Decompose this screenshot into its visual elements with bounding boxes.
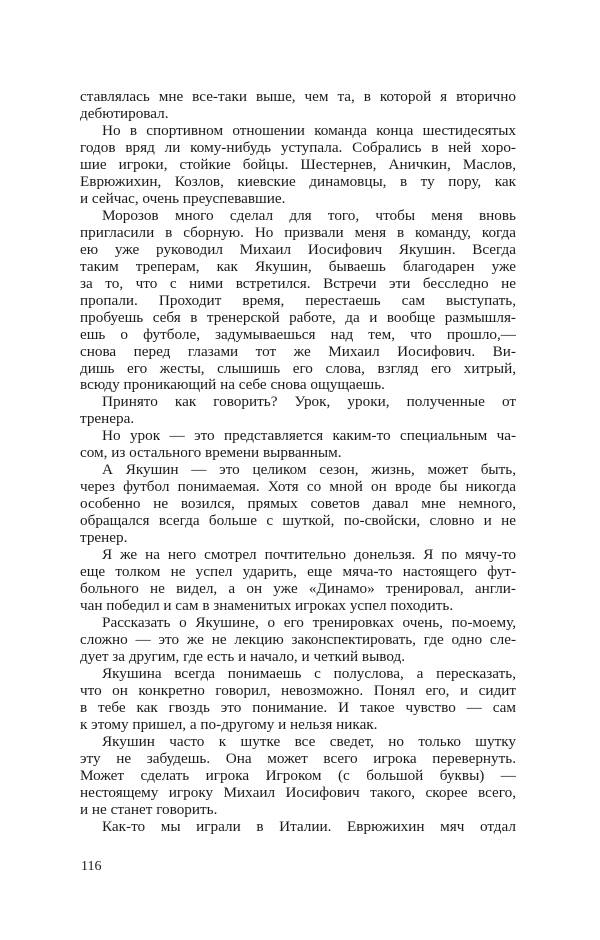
text-line: больного не видел, а он уже «Динамо» тренировал, англи- [80, 580, 516, 598]
page-number: 116 [81, 859, 102, 874]
text-line: Может сделать игрока Игроком (с большой буквы) — [80, 766, 516, 784]
text-line: снова перед глазами тот же Михаил Иосифович. Ви- [80, 342, 516, 360]
text-line: чан победил и сам в знаменитых игроках успел походить. [80, 597, 454, 615]
text-line: обращался всегда больше с шуткой, по-свойски, словно и не [80, 512, 516, 530]
paragraph-first-line: А Якушин — это целиком сезон, жизнь, может быть, [102, 461, 516, 479]
text-line: всюду проникающий на себе снова ощущаешь. [80, 376, 385, 394]
text-line: через футбол понимаемая. Хотя со мной он вроде бы никогда [80, 478, 516, 496]
paragraph-first-line: Как-то мы играли в Италии. Еврюжихин мяч отдал [102, 817, 516, 835]
text-line: дишь его жесты, слышишь его слова, взгляд его хитрый, [80, 359, 516, 377]
text-line: и сейчас, очень преуспевавшие. [80, 189, 286, 207]
text-line: дует за другим, где есть и начало, и четкий вывод. [80, 647, 406, 665]
text-line: в тебе как гвоздь это понимание. И такое чувство — сам [80, 698, 516, 716]
text-line: таким треперам, как Якушин, бываешь благодарен уже [80, 257, 516, 275]
paragraph-first-line: Но урок — это представляется каким-то специальным ча- [102, 427, 516, 445]
text-line: ешь о футболе, задумываешься над тем, что прошло,— [80, 325, 516, 343]
text-line: пропали. Проходит время, перестаешь сам выступать, [80, 291, 516, 309]
text-line: ставлялась мне все-таки выше, чем та, в которой я вторично [80, 88, 516, 105]
paragraph-first-line: Но в спортивном отношении команда конца шестидесятых [102, 121, 516, 139]
text-line: сложно — это же не лекцию законспектировать, где одно сле- [80, 631, 516, 648]
text-line: и не станет говорить. [80, 800, 218, 818]
text-line: что он конкретно говорил, невозможно. Понял его, и сидит [80, 681, 516, 699]
text-line: особенно не возился, прямых советов давал мне немного, [80, 495, 516, 513]
text-line: годов вряд ли кому-нибудь уступала. Собрались в ней хоро- [80, 138, 516, 156]
text-line: нестоящему игроку Михаил Иосифович такого, скорее всего, [80, 783, 516, 801]
text-line: тренер. [80, 529, 128, 547]
text-line: дебютировал. [80, 104, 169, 122]
text-line: эту не забудешь. Она может всего игрока перевернуть. [80, 749, 516, 767]
paragraph-first-line: Якушин часто к шутке все сведет, но только шутку [102, 732, 516, 750]
text-line: пригласили в сборную. Но призвали меня в команду, когда [80, 223, 516, 241]
text-line: еще толком не успел ударить, еще мяча-то настоящего фут- [80, 563, 516, 581]
text-line: пробуешь себя в тренерской работе, да и вообще размышля- [80, 308, 516, 326]
paragraph-first-line: Морозов много сделал для того, чтобы меня вновь [102, 206, 516, 224]
paragraph-first-line: Принято как говорить? Урок, уроки, полученные от [102, 393, 516, 411]
text-line: за то, что с ними встретился. Встречи эти бесследно не [80, 274, 516, 292]
text-line: сом, из остального времени вырванным. [80, 444, 342, 462]
text-line: ею уже руководил Михаил Иосифович Якушин. Всегда [80, 240, 516, 258]
text-line: к этому пришел, а по-другому и нельзя никак. [80, 715, 378, 733]
paragraph-first-line: Якушина всегда понимаешь с полуслова, а пересказать, [102, 664, 516, 682]
paragraph-first-line: Рассказать о Якушине, о его тренировках очень, по-моему, [102, 614, 516, 632]
text-line: тренера. [80, 410, 135, 428]
text-line: Еврюжихин, Козлов, киевские динамовцы, в ту пору, как [80, 172, 516, 190]
book-page-text [80, 88, 516, 835]
paragraph-first-line: Я же на него смотрел почтительно донельзя. Я по мячу-то [102, 546, 516, 564]
text-line: шие игроки, стойкие бойцы. Шестернев, Аничкин, Маслов, [80, 155, 516, 173]
